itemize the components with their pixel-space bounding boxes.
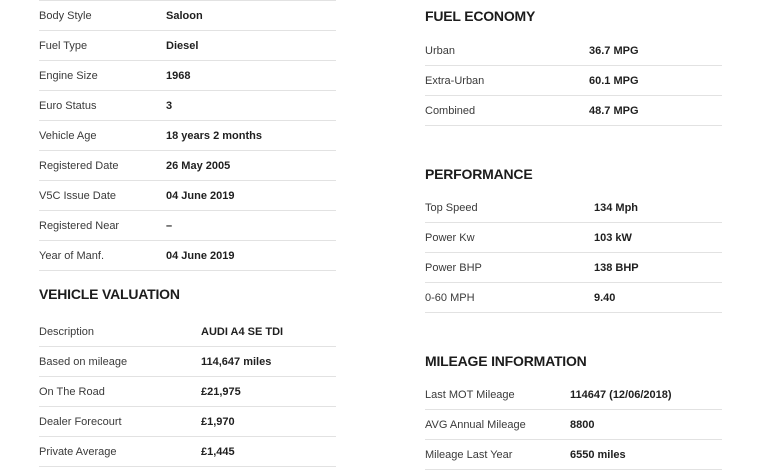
vehicle-valuation-table [39,317,336,467]
row-label: Extra-Urban [425,74,485,87]
row-value: – [166,219,173,232]
table-row [425,193,722,223]
row-label: Registered Date [39,159,119,172]
row-label: Fuel Type [39,39,88,52]
row-value: 9.40 [594,291,616,304]
table-row [39,151,336,181]
row-value: 60.1 MPG [589,74,639,87]
table-row [39,181,336,211]
table-row [39,121,336,151]
row-value: 04 June 2019 [166,249,235,262]
performance-table [425,193,722,313]
row-value: 26 May 2005 [166,159,231,172]
row-label: Urban [425,44,455,57]
row-label: Last MOT Mileage [425,388,515,401]
row-label: On The Road [39,385,105,398]
vehicle-details-table [39,0,336,271]
row-value: 114647 (12/06/2018) [570,388,672,401]
row-value: Diesel [166,39,199,52]
table-row [425,380,722,410]
mileage-information-title: MILEAGE INFORMATION [425,353,587,369]
table-row [425,36,722,66]
table-row [39,91,336,121]
row-value: 3 [166,99,173,112]
performance-title: PERFORMANCE [425,166,533,182]
row-label: V5C Issue Date [39,189,117,202]
table-row [425,283,722,313]
row-label: Power BHP [425,261,482,274]
table-row [39,61,336,91]
row-label: Private Average [39,445,117,458]
row-label: Engine Size [39,69,98,82]
row-label: AVG Annual Mileage [425,418,526,431]
row-label: Vehicle Age [39,129,97,142]
table-row [425,440,722,470]
row-value: 134 Mph [594,201,639,214]
table-row [39,317,336,347]
table-row [39,347,336,377]
row-label: Body Style [39,9,92,22]
row-label: Dealer Forecourt [39,415,122,428]
row-value: 8800 [570,418,595,431]
row-value: 1968 [166,69,191,82]
row-label: 0-60 MPH [425,291,475,304]
table-row [425,410,722,440]
row-value: 04 June 2019 [166,189,235,202]
table-row [39,241,336,271]
row-label: Description [39,325,95,338]
row-value: £1,445 [201,445,235,458]
mileage-information-table [425,380,722,470]
row-label: Based on mileage [39,355,128,368]
fuel-economy-table [425,36,722,126]
table-row [39,437,336,467]
row-value: 114,647 miles [201,355,272,368]
table-row [39,377,336,407]
vehicle-valuation-title: VEHICLE VALUATION [39,286,180,302]
table-row [425,66,722,96]
fuel-economy-title: FUEL ECONOMY [425,8,536,24]
row-value: 18 years 2 months [166,129,262,142]
row-label: Power Kw [425,231,475,244]
table-row [425,253,722,283]
row-label: Registered Near [39,219,120,232]
table-row [39,31,336,61]
table-row [425,96,722,126]
row-label: Top Speed [425,201,478,214]
row-label: Euro Status [39,99,97,112]
row-value: Saloon [166,9,203,22]
table-row [425,223,722,253]
row-value: AUDI A4 SE TDI [201,325,284,338]
table-row [39,407,336,437]
row-value: 103 kW [594,231,632,244]
row-label: Mileage Last Year [425,448,513,461]
row-label: Year of Manf. [39,249,105,262]
row-value: £1,970 [201,415,235,428]
table-row [39,211,336,241]
row-value: 48.7 MPG [589,104,639,117]
row-value: 6550 miles [570,448,626,461]
row-value: 138 BHP [594,261,639,274]
row-value: 36.7 MPG [589,44,639,57]
row-label: Combined [425,104,476,117]
row-value: £21,975 [201,385,241,398]
table-row [39,1,336,31]
